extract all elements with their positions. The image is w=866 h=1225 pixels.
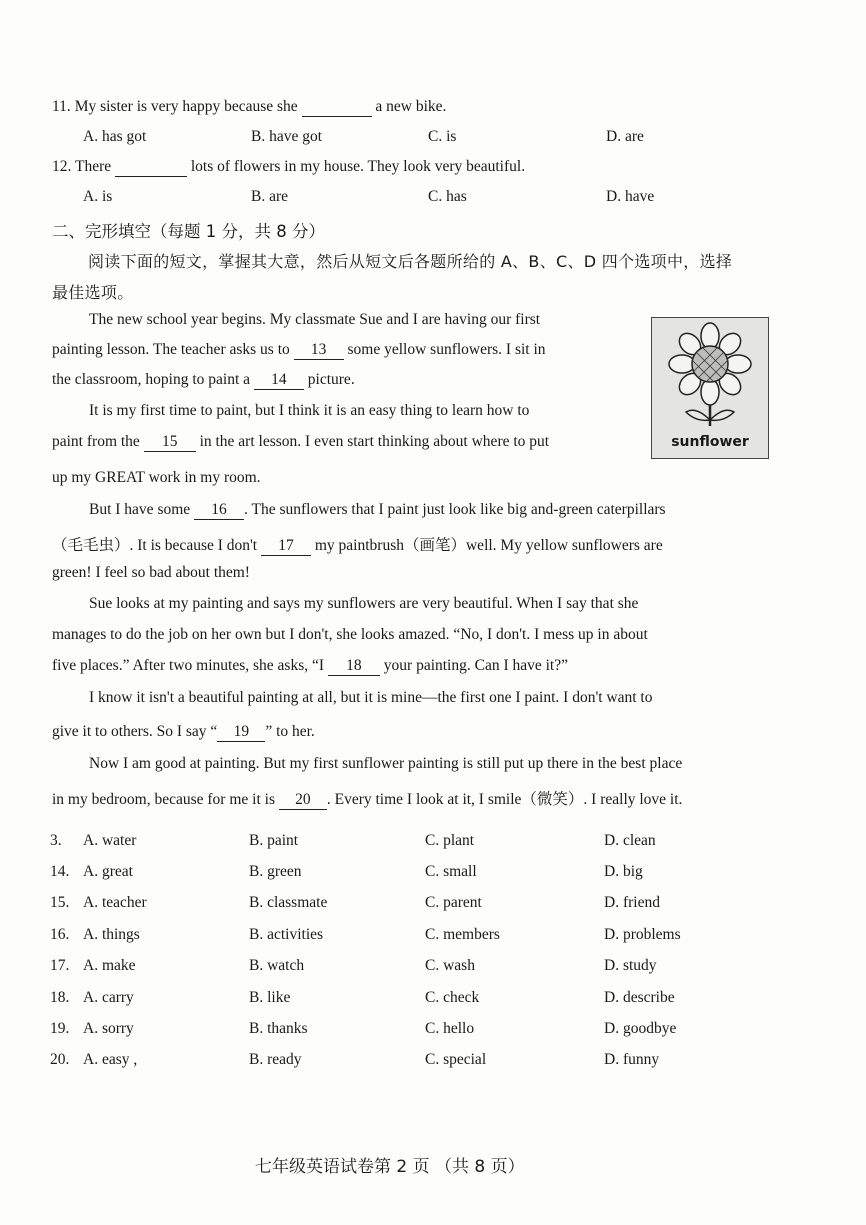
passage-text: （毛毛虫）. It is because I don't	[52, 537, 258, 554]
passage-line	[52, 533, 663, 556]
passage-text: picture.	[307, 371, 355, 388]
choice-option-c: C. hello	[425, 1020, 475, 1037]
passage-text: paint from the	[52, 433, 140, 450]
choice-option-b: B. thanks	[249, 1020, 308, 1037]
passage-text: the classroom, hoping to paint a	[52, 371, 251, 388]
passage-text: some yellow sunflowers. I sit in	[347, 341, 546, 358]
option-d: D. have	[606, 188, 655, 205]
blank-18: 18	[328, 657, 380, 676]
option-a: A. has got	[83, 128, 147, 145]
question-stem-pre: There	[74, 158, 112, 175]
choice-option-d: D. study	[604, 957, 657, 974]
option-c: C. has	[428, 188, 467, 205]
passage-line	[89, 501, 666, 520]
passage-line: I know it isn't a beautiful painting at all, but it is mine—the first one I paint. I don't want to	[89, 689, 653, 706]
blank-14: 14	[254, 371, 304, 390]
blank-19: 19	[217, 723, 265, 742]
passage-line: manages to do the job on her own but I don't, she looks amazed. “No, I don't. I mess up in about	[52, 626, 648, 643]
choice-option-d: D. problems	[604, 926, 681, 943]
answer-blank	[115, 158, 187, 177]
choice-option-c: C. parent	[425, 894, 482, 911]
choice-number: 16.	[50, 926, 70, 943]
blank-16: 16	[194, 501, 244, 520]
choice-option-d: D. goodbye	[604, 1020, 677, 1037]
choice-number: 20.	[50, 1051, 70, 1068]
choice-number: 3.	[50, 832, 62, 849]
sunflower-image	[651, 317, 769, 459]
blank-20: 20	[279, 791, 327, 810]
option-c: C. is	[428, 128, 457, 145]
question-number: 12.	[52, 158, 72, 175]
choice-option-a: A. easy ,	[83, 1051, 138, 1068]
passage-text: in the art lesson. I even start thinking about where to put	[199, 433, 550, 450]
choice-option-d: D. clean	[604, 832, 656, 849]
choice-option-c: C. wash	[425, 957, 475, 974]
choice-option-b: B. like	[249, 989, 291, 1006]
passage-text: give it to others. So I say “	[52, 723, 218, 740]
image-caption: sunflower	[671, 434, 749, 450]
passage-line: Now I am good at painting. But my first sunflower painting is still put up there in the best place	[89, 755, 683, 772]
page-footer: 七年级英语试卷第 2 页 （共 8 页）	[255, 1157, 525, 1177]
passage-line: It is my first time to paint, but I think it is an easy thing to learn how to	[89, 402, 530, 419]
choice-option-a: A. water	[83, 832, 137, 849]
passage-text: five places.” After two minutes, she asks, “I	[52, 657, 325, 674]
choice-option-c: C. special	[425, 1051, 487, 1068]
passage-text: But I have some	[89, 501, 191, 518]
answer-blank	[302, 98, 372, 117]
passage-line	[52, 341, 546, 360]
choice-option-d: D. big	[604, 863, 643, 880]
option-b: B. have got	[251, 128, 323, 145]
choice-option-a: A. sorry	[83, 1020, 134, 1037]
passage-line: The new school year begins. My classmate Sue and I are having our first	[89, 311, 541, 328]
sunflower-icon	[652, 318, 768, 428]
passage-text: ” to her.	[265, 723, 315, 740]
choice-option-b: B. watch	[249, 957, 305, 974]
instruction-line-2: 最佳选项。	[52, 283, 134, 302]
choice-option-a: A. make	[83, 957, 136, 974]
question-number: 11.	[52, 98, 71, 115]
passage-text: your painting. Can I have it?”	[383, 657, 569, 674]
option-a: A. is	[83, 188, 113, 205]
instruction-line-1: 阅读下面的短文，掌握其大意，然后从短文后各题所给的 A、B、C、D 四个选项中，选择	[88, 252, 733, 271]
choice-option-a: A. things	[83, 926, 140, 943]
blank-15: 15	[144, 433, 196, 452]
choice-option-c: C. members	[425, 926, 500, 943]
choice-number: 19.	[50, 1020, 70, 1037]
question-12	[52, 158, 525, 177]
passage-line: up my GREAT work in my room.	[52, 469, 261, 486]
question-stem-pre: My sister is very happy because she	[74, 98, 298, 115]
passage-line: green! I feel so bad about them!	[52, 564, 250, 581]
section-title: 二、完形填空（每题 1 分，共 8 分）	[52, 222, 325, 241]
choice-number: 17.	[50, 957, 70, 974]
passage-line	[52, 371, 355, 390]
choice-option-b: B. green	[249, 863, 302, 880]
choice-option-c: C. check	[425, 989, 480, 1006]
question-stem-post: lots of flowers in my house. They look very beautiful.	[190, 158, 526, 175]
option-d: D. are	[606, 128, 644, 145]
question-11	[52, 98, 446, 117]
option-b: B. are	[251, 188, 289, 205]
passage-line	[52, 787, 682, 810]
passage-text: . The sunflowers that I paint just look like big and-green caterpillars	[244, 501, 666, 518]
choice-option-b: B. ready	[249, 1051, 302, 1068]
choice-option-c: C. small	[425, 863, 477, 880]
choice-option-b: B. classmate	[249, 894, 328, 911]
passage-text: painting lesson. The teacher asks us to	[52, 341, 290, 358]
passage-text: in my bedroom, because for me it is	[52, 791, 275, 808]
choice-option-d: D. funny	[604, 1051, 660, 1068]
passage-line	[52, 657, 568, 676]
choice-number: 15.	[50, 894, 70, 911]
passage-text: . Every time I look at it, I smile（微笑）. I really love it.	[326, 791, 683, 808]
choice-number: 14.	[50, 863, 70, 880]
blank-13: 13	[294, 341, 344, 360]
choice-option-b: B. activities	[249, 926, 324, 943]
choice-option-a: A. carry	[83, 989, 134, 1006]
blank-17: 17	[261, 537, 311, 556]
question-stem-post: a new bike.	[375, 98, 447, 115]
choice-option-a: A. teacher	[83, 894, 147, 911]
choice-option-c: C. plant	[425, 832, 475, 849]
passage-line: Sue looks at my painting and says my sunflowers are very beautiful. When I say that she	[89, 595, 639, 612]
choice-option-d: D. friend	[604, 894, 660, 911]
choice-option-d: D. describe	[604, 989, 675, 1006]
passage-line	[52, 723, 315, 742]
choice-option-a: A. great	[83, 863, 133, 880]
choice-option-b: B. paint	[249, 832, 299, 849]
passage-text: my paintbrush（画笔）well. My yellow sunflowers are	[314, 537, 663, 554]
choice-number: 18.	[50, 989, 70, 1006]
passage-line	[52, 433, 549, 452]
